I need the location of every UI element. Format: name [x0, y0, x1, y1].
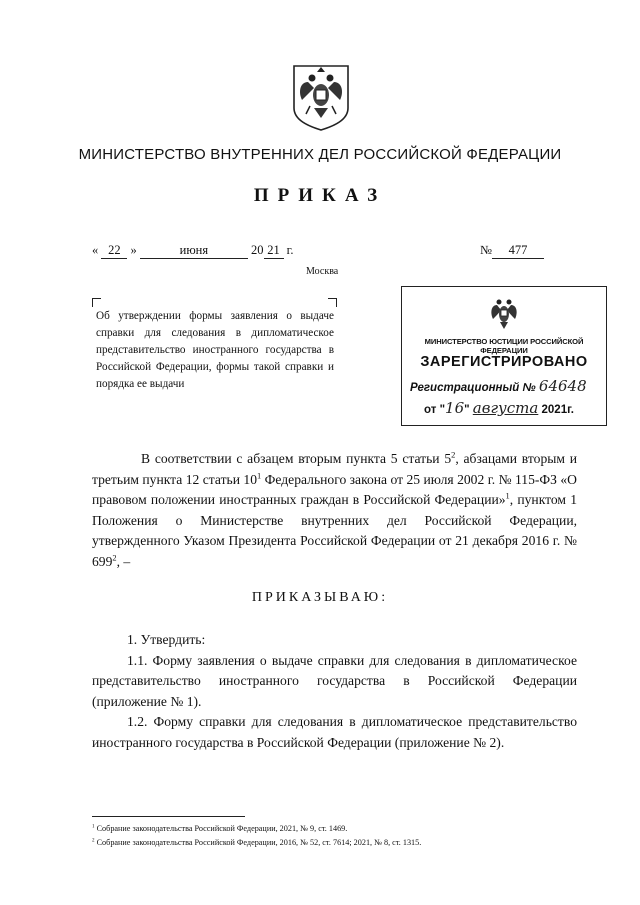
order-number — [480, 243, 544, 259]
preamble-paragraph — [92, 449, 577, 572]
number-value: 477 — [492, 243, 544, 259]
preamble-sup-2: 1 — [257, 469, 262, 480]
stamp-reg-line — [410, 377, 587, 395]
registration-stamp — [401, 286, 607, 426]
footnote-1-text: Собрание законодательства Российской Федерации, 2021, № 9, ст. 1469. — [94, 824, 348, 833]
stamp-date-year: 2021 — [541, 404, 568, 416]
date-day: 22 — [101, 243, 127, 259]
stamp-date-month: августа — [472, 399, 539, 417]
stamp-registered: ЗАРЕГИСТРИРОВАНО — [420, 354, 588, 370]
preamble — [92, 449, 577, 572]
footnote-divider — [92, 816, 245, 817]
footnote-1 — [92, 822, 421, 836]
footnotes — [92, 822, 421, 850]
date-year-suffix: 21 — [264, 243, 284, 259]
footnote-2 — [92, 836, 421, 850]
stamp-date-prefix: от " — [424, 404, 446, 416]
stamp-reg-number: 64648 — [538, 377, 587, 395]
date-month: июня — [140, 243, 248, 259]
document-type-title: ПРИКАЗ — [253, 185, 387, 206]
stamp-date-line — [424, 399, 574, 417]
footnote-ref-1: 1 — [505, 490, 510, 501]
number-label: № — [480, 243, 492, 257]
preamble-text-4: , пунктом 1 Положения о Министерстве внутренних дел Российской Федерации, утвержденного Указом Президента Российской Федерации от 21 декабря 2016 г. № 699 — [92, 492, 577, 569]
date-year-prefix: 20 — [251, 243, 264, 257]
city: Москва — [306, 266, 339, 277]
stamp-ministry: МИНИСТЕРСТВО ЮСТИЦИИ РОССИЙСКОЙ ФЕДЕРАЦИИ — [424, 337, 584, 355]
preamble-text-3: Федерального закона от 25 июля 2002 г. № 115-ФЗ «О правовом положении иностранных граждан в Российской Федерации» — [92, 471, 577, 507]
subject-corner-left — [92, 298, 101, 307]
order-subject: Об утверждении формы заявления о выдаче справки для следования в дипломатическое представительство иностранного государства в Российской Федерации, формы такой справки и порядка ее выдачи — [96, 310, 334, 390]
item-1: 1. Утвердить: — [127, 632, 206, 647]
item-1-1: 1.1. Форму заявления о выдаче справки для следования в дипломатическое представительство иностранного государства в Российской Федерации (приложение № 1). — [92, 652, 577, 709]
subject-corner-right — [328, 298, 337, 307]
stamp-emblem-icon — [488, 295, 520, 333]
order-date — [92, 243, 293, 259]
preamble-text-1: В соответствии с абзацем вторым пункта 5 статьи 5 — [141, 451, 452, 466]
preamble-text-2: , абзацами вторым и третьим пункта 12 статьи 10 — [92, 451, 578, 487]
date-year-unit: г. — [286, 243, 294, 257]
item-1-2: 1.2. Форму справки для следования в дипломатическое представительство иностранного государства в Российской Федерации (приложение № 2). — [92, 714, 577, 750]
date-close-quote: » — [130, 243, 137, 257]
preamble-text-5: , – — [116, 553, 131, 569]
order-word: ПРИКАЗЫВАЮ: — [251, 590, 389, 605]
stamp-date-suffix: г. — [567, 404, 574, 416]
stamp-reg-label: Регистрационный № — [410, 382, 536, 394]
stamp-date-day: 16 — [445, 399, 465, 417]
footnote-2-mark: 2 — [92, 837, 95, 844]
state-emblem-icon — [290, 62, 352, 132]
ministry-title: МИНИСТЕРСТВО ВНУТРЕННИХ ДЕЛ РОССИЙСКОЙ ФЕДЕРАЦИИ — [78, 146, 562, 163]
footnote-ref-2: 2 — [112, 551, 117, 562]
preamble-sup-1: 2 — [451, 449, 456, 460]
order-items — [92, 630, 577, 753]
footnote-1-mark: 1 — [92, 823, 95, 830]
footnote-2-text: Собрание законодательства Российской Федерации, 2016, № 52, ст. 7614; 2021, № 8, ст. 1315. — [94, 838, 422, 847]
stamp-date-mid: " — [464, 404, 470, 416]
date-open-quote: « — [92, 243, 99, 257]
